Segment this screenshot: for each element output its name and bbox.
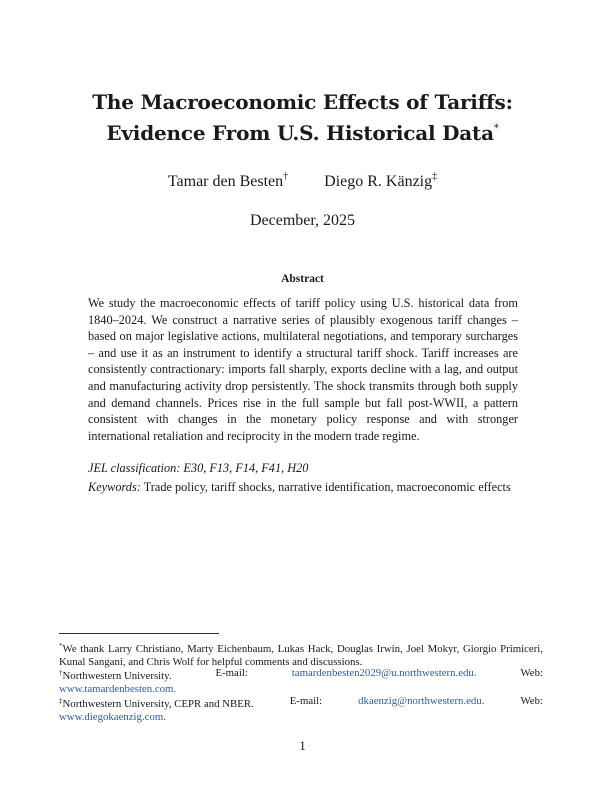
footnote-2-email-label: E-mail: — [215, 667, 248, 679]
footnote-3-web-label: Web: — [520, 695, 543, 707]
author-list — [0, 171, 605, 191]
author-2-website-link[interactable]: www.diegokaenzig.com. — [59, 711, 166, 724]
footnote-2-affil-text: Northwestern University. — [62, 670, 172, 682]
publication-date: December, 2025 — [249, 212, 356, 229]
footnote-author-1 — [59, 667, 543, 696]
jel-classification: JEL classification: E30, F13, F14, F41, H20 — [88, 461, 309, 475]
footnote-2-web-label: Web: — [520, 667, 543, 679]
author-1-email-link[interactable]: tamardenbesten2029@u.northwestern.edu. — [291, 667, 477, 679]
author-2 — [324, 171, 437, 191]
author-2-mark: ‡ — [432, 171, 438, 182]
keywords — [88, 480, 518, 495]
author-1-name: Tamar den Besten — [167, 173, 284, 190]
paper-title-line-2-text: Evidence From U.S. Historical Data — [106, 121, 494, 145]
paper-title-line-2 — [0, 121, 605, 145]
footnote-3-affiliation — [59, 695, 254, 711]
abstract-body: We study the macroeconomic effects of tariff policy using U.S. historical data from 1840–2024. We construct a narrative series of plausibly exogenous tariff changes – based on major legislative actions, multilateral negotiations, and temporary surcharges – and use it as an instrument to identify a structural tariff shock. Tariff increases are consistently contractionary: imports fall sharply, exports decline with a lag, and output and manufacturing activity drop persistently. The shock transmits through both supply and demand channels. Prices rise in the full sample but fall post-WWII, a pattern consistent with changes in the monetary policy response and with stronger international retaliation and reciprocity in the modern trade regime. — [88, 296, 518, 443]
footnote-3-row — [59, 695, 543, 711]
footnote-1-mark: * — [59, 642, 63, 650]
author-1-mark: † — [283, 171, 289, 182]
footnote-author-2 — [59, 695, 543, 724]
keywords-label: Keywords: — [88, 480, 141, 494]
keywords-text: Trade policy, tariff shocks, narrative identification, macroeconomic effects — [143, 480, 511, 494]
footnote-1-text: We thank Larry Christiano, Marty Eichenbaum, Lukas Hack, Douglas Irwin, Joel Mokyr, Giorgio Primiceri, Kunal Sangani, and Chris Wolf for helpful comments and discussions. — [59, 643, 543, 669]
author-1 — [168, 171, 288, 191]
title-footnote-mark: * — [493, 123, 499, 134]
footnote-2-mark: † — [59, 669, 63, 677]
footnote-3-email-label: E-mail: — [289, 695, 323, 707]
footnote-acknowledgements — [59, 640, 543, 669]
footnote-2-affiliation — [59, 667, 172, 683]
author-1-website-link[interactable]: www.tamardenbesten.com. — [59, 683, 177, 696]
footnote-2-row — [59, 667, 543, 683]
footnote-3-mark: ‡ — [59, 697, 63, 705]
paper-title-line-1: The Macroeconomic Effects of Tariffs: — [92, 90, 513, 114]
footnote-3-web-row — [59, 711, 543, 724]
abstract-heading: Abstract — [281, 273, 324, 285]
author-2-name: Diego R. Känzig — [324, 173, 433, 190]
author-2-email-link[interactable]: dkaenzig@northwestern.edu. — [358, 695, 485, 707]
footnote-rule — [59, 633, 219, 634]
page-number: 1 — [299, 738, 306, 753]
footnote-3-affil-text: Northwestern University, CEPR and NBER. — [62, 698, 254, 710]
